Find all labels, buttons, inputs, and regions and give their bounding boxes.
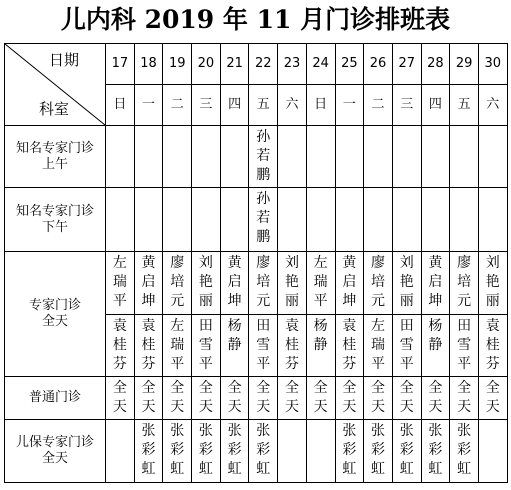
schedule-cell-text: 全天: [227, 380, 242, 415]
weekday-cell: 三: [392, 85, 421, 126]
schedule-cell: [163, 126, 192, 188]
schedule-cell-text: 黄启坤: [141, 255, 156, 309]
weekday-cell: 四: [220, 85, 249, 126]
schedule-cell: [134, 420, 163, 483]
schedule-cell-text: 刘艳丽: [485, 255, 500, 309]
schedule-cell-text: 张彩虹: [399, 423, 414, 477]
row-label-general: 普通门诊: [5, 377, 106, 420]
schedule-cell-text: 袁桂芬: [284, 318, 299, 372]
schedule-cell: [450, 420, 479, 483]
schedule-cell: [249, 126, 278, 188]
schedule-cell: [249, 420, 278, 483]
header-corner-cell: [5, 44, 106, 126]
schedule-cell: [478, 377, 507, 420]
schedule-cell: [421, 377, 450, 420]
schedule-cell: [249, 252, 278, 315]
weekday-cell: 二: [364, 85, 393, 126]
schedule-cell: [220, 377, 249, 420]
schedule-cell: [335, 315, 364, 377]
schedule-cell: [278, 252, 307, 315]
schedule-cell-text: 袁桂芬: [112, 318, 127, 372]
schedule-cell-text: 张彩虹: [342, 423, 357, 477]
row-specialist-top: [5, 252, 508, 315]
schedule-cell: [220, 126, 249, 188]
schedule-cell: [163, 188, 192, 252]
schedule-cell-text: 田雪平: [399, 318, 414, 372]
schedule-cell-text: 黄启坤: [227, 255, 242, 309]
schedule-cell: [421, 188, 450, 252]
schedule-cell-text: 全天: [457, 380, 472, 415]
schedule-cell: [392, 126, 421, 188]
schedule-cell: [220, 252, 249, 315]
schedule-cell: [306, 188, 335, 252]
weekday-cell: 四: [421, 85, 450, 126]
corner-dept-label: 科室: [39, 100, 70, 118]
weekday-cell: 日: [106, 85, 135, 126]
row-expert-am: [5, 126, 508, 188]
row-label-specialist: 专家门诊 全天: [5, 252, 106, 377]
schedule-cell: [364, 377, 393, 420]
date-cell: 23: [278, 44, 307, 85]
schedule-cell: [364, 315, 393, 377]
schedule-cell: [192, 377, 221, 420]
weekday-cell: 六: [478, 85, 507, 126]
date-row: [5, 44, 508, 85]
schedule-cell-text: 全天: [256, 380, 271, 415]
schedule-cell-text: 左瑞平: [112, 255, 127, 309]
schedule-cell-text: 全天: [141, 380, 156, 415]
date-cell: 22: [249, 44, 278, 85]
schedule-cell: [421, 252, 450, 315]
schedule-cell-text: 张彩虹: [141, 423, 156, 477]
schedule-cell: [392, 252, 421, 315]
schedule-cell-text: 左瑞平: [371, 318, 386, 372]
date-cell: 26: [364, 44, 393, 85]
schedule-cell: [306, 252, 335, 315]
weekday-cell: 一: [335, 85, 364, 126]
schedule-cell-text: 张彩虹: [457, 423, 472, 477]
schedule-cell-text: 全天: [284, 380, 299, 415]
date-cell: 28: [421, 44, 450, 85]
schedule-cell: [249, 315, 278, 377]
schedule-cell-text: 全天: [313, 380, 328, 415]
schedule-cell: [278, 315, 307, 377]
weekday-cell: 六: [278, 85, 307, 126]
schedule-cell-text: 孙若鹏: [256, 191, 271, 245]
schedule-cell-text: 廖培元: [256, 255, 271, 309]
schedule-cell-text: 全天: [112, 380, 127, 415]
schedule-cell: [421, 420, 450, 483]
schedule-cell: [478, 126, 507, 188]
date-cell: 24: [306, 44, 335, 85]
schedule-cell: [134, 315, 163, 377]
schedule-cell-text: 全天: [342, 380, 357, 415]
schedule-cell: [335, 377, 364, 420]
schedule-cell: [192, 252, 221, 315]
schedule-cell: [106, 126, 135, 188]
schedule-cell-text: 袁桂芬: [342, 318, 357, 372]
schedule-cell: [306, 126, 335, 188]
weekday-cell: 二: [163, 85, 192, 126]
schedule-cell: [163, 315, 192, 377]
schedule-cell: [278, 188, 307, 252]
schedule-cell: [134, 252, 163, 315]
schedule-cell-text: 全天: [198, 380, 213, 415]
schedule-cell-text: 张彩虹: [227, 423, 242, 477]
schedule-cell: [278, 420, 307, 483]
schedule-cell-text: 张彩虹: [371, 423, 386, 477]
schedule-cell: [106, 188, 135, 252]
schedule-cell-text: 刘艳丽: [399, 255, 414, 309]
schedule-cell: [192, 188, 221, 252]
schedule-cell: [364, 252, 393, 315]
date-cell: 19: [163, 44, 192, 85]
schedule-cell-text: 张彩虹: [428, 423, 443, 477]
schedule-cell-text: 廖培元: [371, 255, 386, 309]
weekday-cell: 五: [450, 85, 479, 126]
schedule-cell: [134, 188, 163, 252]
schedule-cell: [192, 126, 221, 188]
schedule-cell: [192, 420, 221, 483]
schedule-cell: [163, 252, 192, 315]
schedule-cell: [478, 188, 507, 252]
schedule-table: [4, 43, 508, 483]
schedule-cell-text: 全天: [399, 380, 414, 415]
schedule-cell: [392, 420, 421, 483]
schedule-cell-text: 田雪平: [457, 318, 472, 372]
schedule-cell: [421, 126, 450, 188]
schedule-cell-text: 黄启坤: [342, 255, 357, 309]
date-cell: 27: [392, 44, 421, 85]
schedule-cell-text: 袁桂芬: [141, 318, 156, 372]
schedule-cell: [106, 377, 135, 420]
schedule-cell-text: 全天: [428, 380, 443, 415]
schedule-cell: [220, 315, 249, 377]
date-cell: 29: [450, 44, 479, 85]
schedule-cell: [478, 315, 507, 377]
schedule-cell-text: 杨静: [428, 318, 443, 353]
schedule-cell-text: 左瑞平: [170, 318, 185, 372]
weekday-cell: 日: [306, 85, 335, 126]
weekday-cell: 一: [134, 85, 163, 126]
schedule-cell-text: 张彩虹: [170, 423, 185, 477]
date-cell: 18: [134, 44, 163, 85]
schedule-cell: [249, 377, 278, 420]
schedule-cell-text: 孙若鹏: [256, 129, 271, 183]
schedule-cell: [163, 420, 192, 483]
schedule-cell: [134, 126, 163, 188]
page-title: 儿内科 2019 年 11 月门诊排班表: [60, 5, 451, 34]
schedule-cell: [335, 188, 364, 252]
schedule-cell: [306, 315, 335, 377]
schedule-cell-text: 全天: [485, 380, 500, 415]
schedule-cell: [392, 315, 421, 377]
date-cell: 25: [335, 44, 364, 85]
schedule-cell-text: 廖培元: [170, 255, 185, 309]
schedule-cell: [450, 188, 479, 252]
schedule-cell: [306, 420, 335, 483]
row-label-child-care: 儿保专家门诊 全天: [5, 420, 106, 483]
schedule-cell-text: 全天: [371, 380, 386, 415]
schedule-cell: [192, 315, 221, 377]
schedule-cell: [134, 377, 163, 420]
row-label-expert-pm: 知名专家门诊 下午: [5, 188, 106, 252]
schedule-cell-text: 张彩虹: [198, 423, 213, 477]
weekday-cell: 五: [249, 85, 278, 126]
schedule-cell-text: 刘艳丽: [198, 255, 213, 309]
schedule-cell-text: 杨静: [227, 318, 242, 353]
date-cell: 17: [106, 44, 135, 85]
schedule-cell: [364, 126, 393, 188]
schedule-cell: [278, 126, 307, 188]
schedule-cell: [106, 420, 135, 483]
schedule-cell: [335, 126, 364, 188]
schedule-cell: [450, 315, 479, 377]
schedule-cell: [450, 377, 479, 420]
schedule-cell-text: 黄启坤: [428, 255, 443, 309]
date-cell: 21: [220, 44, 249, 85]
schedule-cell: [392, 377, 421, 420]
schedule-cell-text: 刘艳丽: [284, 255, 299, 309]
schedule-cell-text: 田雪平: [256, 318, 271, 372]
schedule-cell-text: 左瑞平: [313, 255, 328, 309]
row-child-care: [5, 420, 508, 483]
schedule-cell: [364, 188, 393, 252]
schedule-cell-text: 张彩虹: [256, 423, 271, 477]
corner-date-label: 日期: [48, 51, 79, 69]
schedule-cell: [392, 188, 421, 252]
schedule-cell: [450, 252, 479, 315]
schedule-cell: [220, 420, 249, 483]
schedule-cell: [364, 420, 393, 483]
schedule-cell-text: 廖培元: [457, 255, 472, 309]
schedule-cell: [335, 252, 364, 315]
schedule-cell: [450, 126, 479, 188]
schedule-cell-text: 袁桂芬: [485, 318, 500, 372]
row-expert-pm: [5, 188, 508, 252]
schedule-cell: [249, 188, 278, 252]
schedule-cell: [106, 315, 135, 377]
schedule-cell-text: 杨静: [313, 318, 328, 353]
schedule-cell: [421, 315, 450, 377]
row-label-expert-am: 知名专家门诊 上午: [5, 126, 106, 188]
schedule-cell: [220, 188, 249, 252]
schedule-cell: [478, 420, 507, 483]
date-cell: 30: [478, 44, 507, 85]
weekday-cell: 三: [192, 85, 221, 126]
date-cell: 20: [192, 44, 221, 85]
row-general: [5, 377, 508, 420]
schedule-cell: [335, 420, 364, 483]
schedule-cell-text: 全天: [170, 380, 185, 415]
schedule-cell: [306, 377, 335, 420]
schedule-cell: [163, 377, 192, 420]
schedule-cell: [106, 252, 135, 315]
schedule-cell-text: 田雪平: [198, 318, 213, 372]
schedule-cell: [278, 377, 307, 420]
schedule-cell: [478, 252, 507, 315]
